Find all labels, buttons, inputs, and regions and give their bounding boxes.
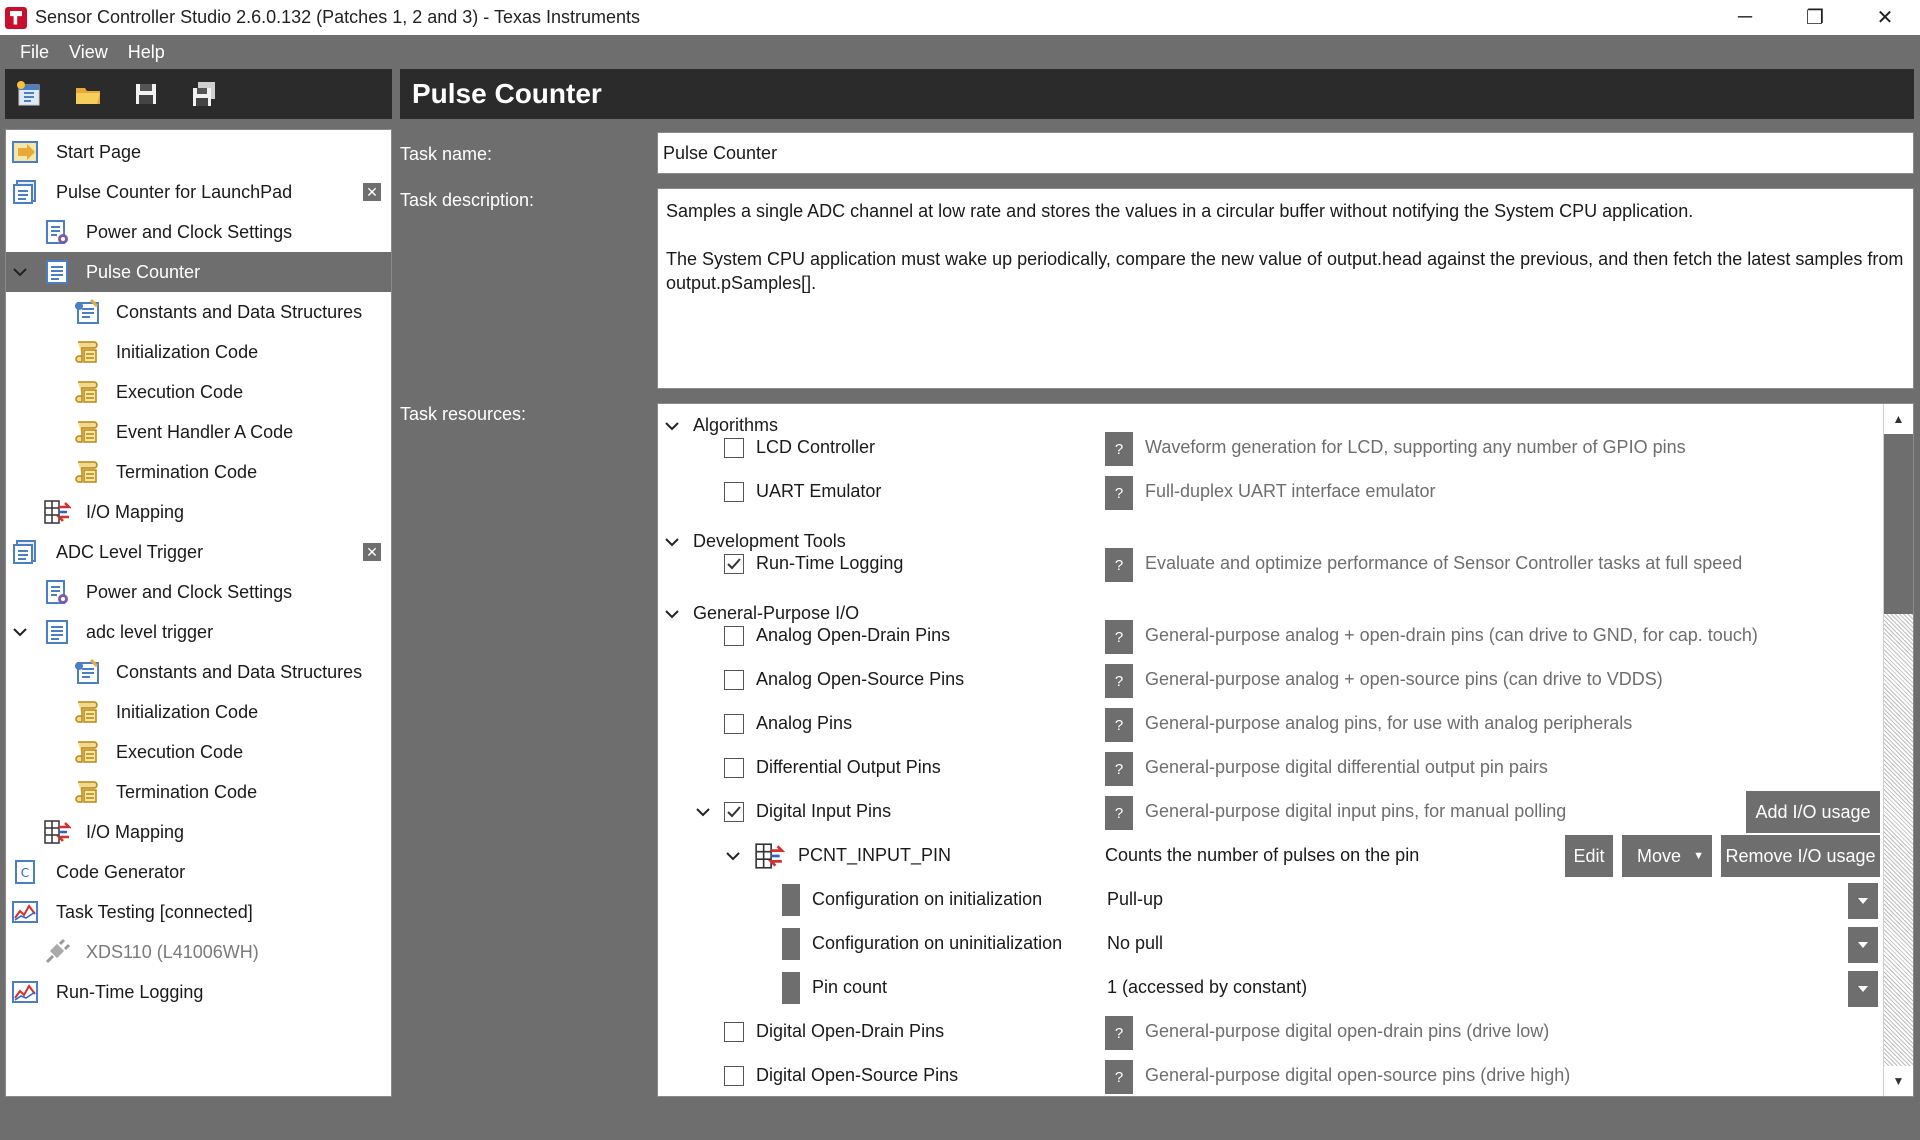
settings-icon (43, 218, 71, 246)
resource-description: General-purpose digital input pins, for manual polling (1145, 801, 1567, 821)
tree-item-label: Execution Code (116, 381, 244, 402)
checkbox[interactable] (724, 714, 744, 734)
tree-item-label: Task Testing [connected] (56, 901, 253, 922)
tree-item-label: Constants and Data Structures (116, 301, 363, 322)
resource-label: Differential Output Pins (756, 757, 941, 777)
tree-item-label: I/O Mapping (86, 501, 185, 522)
resource-label: Analog Pins (756, 713, 853, 733)
pin-name: PCNT_INPUT_PIN (798, 845, 952, 865)
resource-label: UART Emulator (756, 481, 882, 501)
config-row-init (658, 878, 1883, 922)
config-marker (782, 928, 800, 960)
minimize-button[interactable]: ─ (1737, 6, 1753, 28)
chevron-down-icon[interactable] (1848, 927, 1878, 963)
tree-item-power-clock[interactable] (6, 212, 391, 252)
start-page-icon (11, 138, 39, 166)
tree-item-init-code[interactable] (6, 332, 391, 372)
project-icon (11, 178, 39, 206)
help-button[interactable]: ? (1105, 620, 1133, 654)
menu-bar (0, 35, 1920, 69)
window-title: Sensor Controller Studio 2.6.0.132 (Patches 1, 2 and 3) - Texas Instruments (35, 7, 640, 27)
project-tree (5, 129, 392, 1097)
chevron-down-icon[interactable] (694, 803, 712, 821)
code-generator-icon (11, 858, 39, 886)
resource-analog-open-source (658, 658, 1883, 702)
resource-label: Analog Open-Source Pins (756, 669, 965, 689)
chart-icon (11, 898, 39, 926)
resource-label: Analog Open-Drain Pins (756, 625, 951, 645)
resource-label: Digital Open-Drain Pins (756, 1021, 945, 1041)
help-button[interactable]: ? (1105, 1060, 1133, 1094)
code-scroll-icon (73, 738, 101, 766)
tree-item-label: Pulse Counter (86, 261, 201, 282)
resource-analog-pins (658, 702, 1883, 746)
tree-item-power-clock-adc[interactable] (6, 572, 391, 612)
config-label: Configuration on initialization (812, 889, 1043, 909)
data-structures-icon (73, 658, 101, 686)
tree-item-constants-adc[interactable] (6, 652, 391, 692)
resource-description: General-purpose digital differential output pin pairs (1145, 757, 1548, 777)
category-label: Algorithms (693, 415, 779, 435)
config-row-pin-count (658, 966, 1883, 1010)
tree-item-label: Constants and Data Structures (116, 661, 363, 682)
tree-item-label: XDS110 (L41006WH) (86, 941, 259, 962)
config-marker (782, 972, 800, 1004)
tree-item-label: ADC Level Trigger (56, 541, 204, 562)
resource-description: General-purpose digital open-source pins (drive high) (1145, 1065, 1571, 1085)
checkbox[interactable] (724, 758, 744, 778)
code-scroll-icon (73, 698, 101, 726)
config-value[interactable]: Pull-up (1107, 889, 1164, 909)
config-value[interactable]: 1 (accessed by constant) (1107, 977, 1308, 997)
restore-button[interactable]: ❐ (1806, 7, 1824, 29)
tree-item-start-page[interactable] (6, 132, 391, 172)
project-icon (11, 538, 39, 566)
config-label: Pin count (812, 977, 888, 997)
scroll-down-icon[interactable]: ▼ (1892, 1074, 1905, 1088)
resource-label: LCD Controller (756, 437, 876, 457)
tree-item-label: Initialization Code (116, 341, 259, 362)
resource-label: Run-Time Logging (756, 553, 904, 573)
title-bar (0, 0, 1920, 35)
scrollbar-thumb[interactable] (1884, 434, 1913, 614)
menu-view[interactable]: View (69, 41, 108, 62)
code-scroll-icon (73, 378, 101, 406)
pin-description: Counts the number of pulses on the pin (1105, 845, 1420, 865)
tree-item-code-generator[interactable] (6, 852, 391, 892)
chevron-down-icon[interactable] (11, 263, 29, 281)
resource-run-time-logging (658, 542, 1883, 586)
task-name-value: Pulse Counter (663, 142, 778, 163)
move-button[interactable] (1622, 835, 1712, 877)
scroll-up-icon[interactable]: ▲ (1892, 412, 1905, 426)
task-resources-panel (657, 403, 1914, 1097)
chevron-down-icon[interactable] (1848, 971, 1878, 1007)
tree-item-exec-code-adc[interactable] (6, 732, 391, 772)
tree-item-label: Start Page (56, 141, 142, 162)
dropdown-arrow-icon: ▼ (1693, 850, 1704, 862)
config-marker (782, 884, 800, 916)
open-project-icon[interactable] (72, 78, 104, 110)
resource-label: Digital Input Pins (756, 801, 892, 821)
resource-differential-output (658, 746, 1883, 790)
edit-button[interactable]: Edit (1565, 835, 1613, 877)
tree-item-io-mapping[interactable] (6, 492, 391, 532)
settings-icon (43, 578, 71, 606)
io-mapping-icon (43, 818, 71, 846)
config-row-uninit (658, 922, 1883, 966)
tree-item-task-pulse-counter[interactable] (6, 252, 391, 292)
resource-description: Full-duplex UART interface emulator (1145, 481, 1436, 501)
page-header (400, 69, 1914, 119)
task-description-paragraph: Samples a single ADC channel at low rate and stores the values in a circular buffer without notifying the System CPU application. (666, 201, 1694, 221)
code-scroll-icon (73, 458, 101, 486)
help-button[interactable]: ? (1105, 548, 1133, 582)
resource-description: Waveform generation for LCD, supporting any number of GPIO pins (1145, 437, 1686, 457)
resource-description: General-purpose digital open-drain pins (drive low) (1145, 1021, 1550, 1041)
chart-icon (11, 978, 39, 1006)
task-description-label: Task description: (400, 190, 535, 210)
close-project-icon[interactable]: ✕ (363, 183, 381, 201)
resource-description: General-purpose analog + open-drain pins (can drive to GND, for cap. touch) (1145, 625, 1758, 645)
io-mapping-icon (753, 841, 785, 871)
tree-item-event-handler[interactable] (6, 412, 391, 452)
tree-item-label: adc level trigger (86, 621, 214, 642)
tree-item-label: Code Generator (56, 861, 186, 882)
close-project-icon[interactable]: ✕ (363, 543, 381, 561)
tree-item-termination[interactable] (6, 452, 391, 492)
category-label: General-Purpose I/O (693, 603, 860, 623)
tree-item-io-mapping-adc[interactable] (6, 812, 391, 852)
ti-logo-icon (5, 7, 27, 29)
checkbox[interactable] (724, 626, 744, 646)
toolbar (5, 69, 392, 119)
code-scroll-icon (73, 418, 101, 446)
close-window-button[interactable]: ✕ (1876, 7, 1894, 29)
remove-io-usage-button[interactable]: Remove I/O usage (1721, 835, 1880, 877)
help-button[interactable]: ? (1105, 708, 1133, 742)
tree-item-termination-adc[interactable] (6, 772, 391, 812)
new-project-icon[interactable] (14, 78, 46, 110)
task-description-textarea[interactable] (657, 188, 1914, 389)
resource-analog-open-drain (658, 614, 1883, 658)
move-button-label: Move (1636, 845, 1681, 866)
code-scroll-icon (73, 778, 101, 806)
tree-item-label: Pulse Counter for LaunchPad (56, 181, 293, 202)
resource-digital-open-drain (658, 1010, 1883, 1054)
help-button[interactable]: ? (1105, 432, 1133, 466)
tree-item-init-code-adc[interactable] (6, 692, 391, 732)
config-value[interactable]: No pull (1107, 933, 1164, 953)
vertical-scrollbar[interactable] (1883, 404, 1913, 1096)
resource-description: General-purpose analog pins, for use with analog peripherals (1145, 713, 1633, 733)
task-description-paragraph: The System CPU application must wake up periodically, compare the new value of output.head against the previous, and then fetch the latest samples from output.pSamples[]. (666, 249, 1904, 293)
task-icon (43, 258, 71, 286)
tree-item-constants[interactable] (6, 292, 391, 332)
tree-item-run-time-logging[interactable] (6, 972, 391, 1012)
tree-item-debugger[interactable] (6, 932, 391, 972)
tree-item-project-pulse-counter[interactable] (6, 172, 391, 212)
checkbox-checked[interactable] (724, 802, 744, 822)
task-name-input[interactable] (657, 132, 1914, 174)
add-io-usage-button[interactable]: Add I/O usage (1746, 791, 1880, 833)
tree-item-task-adc[interactable] (6, 612, 391, 652)
help-button[interactable]: ? (1105, 664, 1133, 698)
task-name-label: Task name: (400, 144, 493, 164)
checkbox-checked[interactable] (724, 554, 744, 574)
help-button[interactable]: ? (1105, 1016, 1133, 1050)
io-mapping-icon (43, 498, 71, 526)
task-resources-label: Task resources: (400, 404, 527, 424)
svg-text:C: C (20, 866, 30, 880)
tree-item-label: Initialization Code (116, 701, 259, 722)
chevron-down-icon[interactable] (11, 623, 29, 641)
resource-digital-input-pins (658, 790, 1883, 834)
menu-file[interactable]: File (20, 41, 50, 62)
checkbox[interactable] (724, 482, 744, 502)
page-title: Pulse Counter (412, 78, 602, 109)
tree-item-label: Event Handler A Code (116, 421, 294, 442)
tree-item-label: Termination Code (116, 461, 258, 482)
checkbox[interactable] (724, 438, 744, 458)
chevron-down-icon[interactable] (1848, 883, 1878, 919)
help-button[interactable]: ? (1105, 476, 1133, 510)
resource-label: Digital Open-Source Pins (756, 1065, 959, 1085)
checkbox[interactable] (724, 1066, 744, 1086)
category-label: Development Tools (693, 531, 846, 551)
config-label: Configuration on uninitialization (812, 933, 1063, 953)
tree-item-task-testing[interactable] (6, 892, 391, 932)
resource-lcd-controller (658, 426, 1883, 470)
save-icon[interactable] (130, 78, 162, 110)
resource-description: General-purpose analog + open-source pins (can drive to VDDS) (1145, 669, 1663, 689)
tree-item-exec-code[interactable] (6, 372, 391, 412)
tree-item-label: Execution Code (116, 741, 244, 762)
tree-item-label: Power and Clock Settings (86, 581, 293, 602)
plug-icon (43, 938, 71, 966)
task-icon (43, 618, 71, 646)
data-structures-icon (73, 298, 101, 326)
pin-row-pcnt-input (658, 834, 1883, 878)
menu-help[interactable]: Help (127, 41, 165, 62)
resource-description: Evaluate and optimize performance of Sensor Controller tasks at full speed (1145, 553, 1743, 573)
tree-item-label: Run-Time Logging (56, 981, 204, 1002)
help-button[interactable]: ? (1105, 752, 1133, 786)
tree-item-label: I/O Mapping (86, 821, 185, 842)
checkbox[interactable] (724, 670, 744, 690)
chevron-down-icon[interactable] (724, 847, 742, 865)
tree-item-label: Power and Clock Settings (86, 221, 293, 242)
tree-item-project-adc[interactable] (6, 532, 391, 572)
resource-digital-open-source (658, 1054, 1883, 1097)
checkbox[interactable] (724, 1022, 744, 1042)
save-all-icon[interactable] (188, 78, 220, 110)
scrollbar-track[interactable] (1884, 614, 1913, 1066)
tree-item-label: Termination Code (116, 781, 258, 802)
resource-uart-emulator (658, 470, 1883, 514)
help-button[interactable]: ? (1105, 796, 1133, 830)
code-scroll-icon (73, 338, 101, 366)
